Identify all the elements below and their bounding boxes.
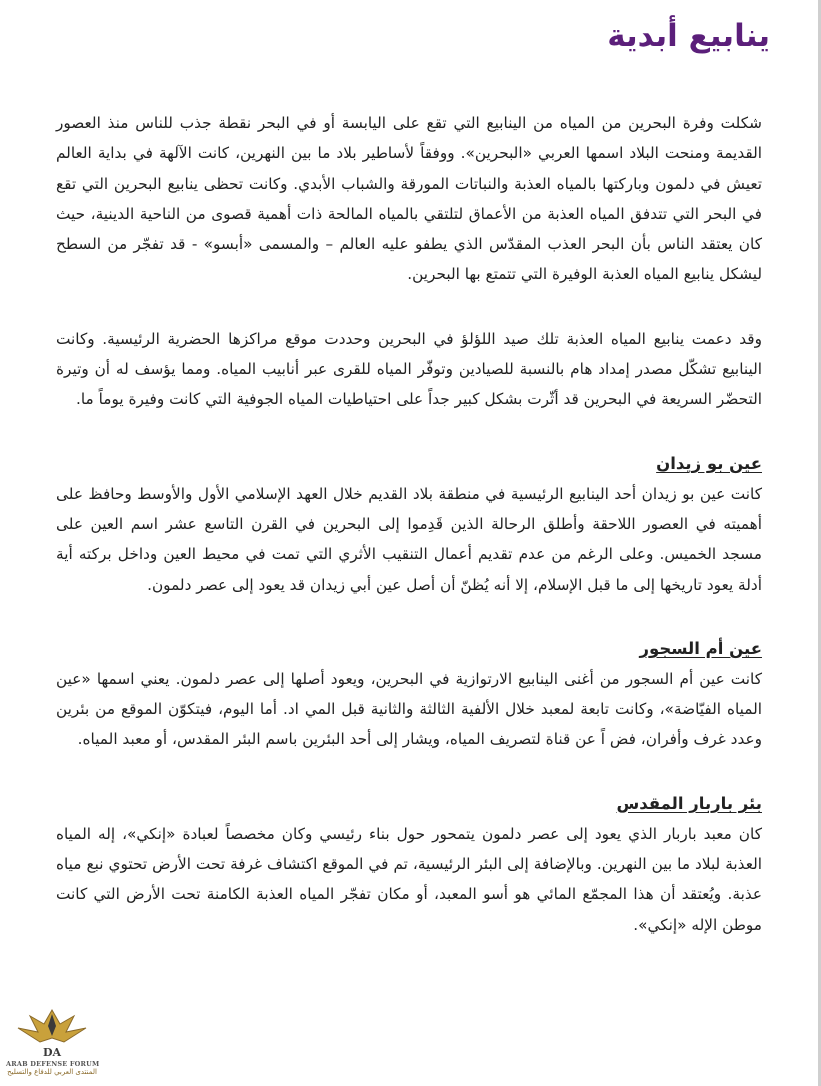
- article-body: [56, 108, 762, 974]
- section-barbar-well: [56, 789, 762, 940]
- section-heading: عين بو زيدان: [656, 453, 762, 473]
- section-heading: بئر باربار المقدس: [616, 793, 762, 813]
- eagle-emblem-icon: [10, 1002, 94, 1060]
- section-ain-bu-zaidan: [56, 449, 762, 600]
- intro-paragraph-1: شكلت وفرة البحرين من المياه من الينابيع التي تقع على اليابسة أو في البحر نقطة جذب للناس منذ العصور القديمة ومنحت البلاد اسمها العربي «البحرين». ووفقاً لأساطير بلاد ما بين النهرين، كانت الآلهة في بداية العالم تعيش في دلمون وباركتها بالمياه العذبة والنباتات المورقة والشباب الأبدي. وكانت تحظى ينابيع البحرين التي تقع في البحر التي تتدفق المياه العذبة من الأعماق لتلتقي بالمياه المالحة ذات أهمية قصوى من الناحية الدينية، حيث كان يعتقد الناس بأن البحر العذب المقدّس الذي يطفو عليه العالم – والمسمى «أبسو» - قد تفجّر من السطح ليشكل ينابيع المياه العذبة الوفيرة التي تتمتع بها البحرين.: [56, 114, 762, 284]
- logo-text: ARAB DEFENSE FORUM: [6, 1060, 100, 1068]
- forum-watermark-logo: [6, 1002, 98, 1084]
- section-text: كانت عين بو زيدان أحد الينابيع الرئيسية في منطقة بلاد القديم خلال العهد الإسلامي الأول والأوسط وحافظ على أهميته في العصور اللاحقة وأطلق الرحالة الذين قَدِموا إلى البحرين في القرن التاسع عشر اسم العين على مسجد الخميس. وعلى الرغم من عدم تقديم أعمال التنقيب الأثري التي تمت في محيط العين وداخل بركته أية أدلة يعود تاريخها إلى ما قبل الإسلام، إلا أنه يُظنّ أن أصل عين أبي زيدان قد يعود إلى عصر دلمون.: [56, 484, 762, 594]
- section-heading: عين أم السجور: [639, 638, 762, 658]
- section-text: كان معبد باربار الذي يعود إلى عصر دلمون يتمحور حول بناء رئيسي وكان مخصصاً لعبادة «إنكي»، إله المياه العذبة لبلاد ما بين النهرين. وبالإضافة إلى البئر الرئيسية، تم في الموقع اكتشاف غرفة تحت الأرض تحتوي نبع مياه عذبة. ويُعتقد أن هذا المجمّع المائي هو أسو المعبد، أو مكان تفجّر المياه العذبة الكامنة تحت الأرض التي كانت موطن الإله «إنكي».: [56, 824, 762, 934]
- logo-monogram: DA: [42, 1046, 62, 1059]
- section-text: كانت عين أم السجور من أغنى الينابيع الارتوازية في البحرين، ويعود أصلها إلى عصر دلمون. يعني اسمها «عين المياه الفيّاضة»، وكانت تابعة لمعبد خلال الألفية الثالثة والثانية قبل المي اد. أما اليوم، فيتكوّن الموقع من بئرين وعدد غرف وأفران، فض اً عن قناة لتصريف المياه، ويشار إلى أحد البئرين باسم البئر المقدس، أو معبد المياه.: [56, 669, 762, 749]
- logo-subtext: المنتدى العربي للدفاع والتسليح: [7, 1068, 97, 1076]
- page-title: ينابيع أبدية: [607, 18, 770, 54]
- intro-paragraph-2: وقد دعمت ينابيع المياه العذبة تلك صيد اللؤلؤ في البحرين وحددت موقع مراكزها الحضرية الرئيسية. وكانت الينابيع تشكّل مصدر إمداد هام بالنسبة للصيادين وتوفّر المياه للقرى عبر أنابيب المياه. ومما يؤسف له أن وتيرة التحضّر السريعة في البحرين قد أثّرت بشكل كبير جداً على احتياطيات المياه الجوفية التي كانت وفيرة يوماً ما.: [56, 329, 762, 409]
- section-ain-umm-assujur: [56, 634, 762, 755]
